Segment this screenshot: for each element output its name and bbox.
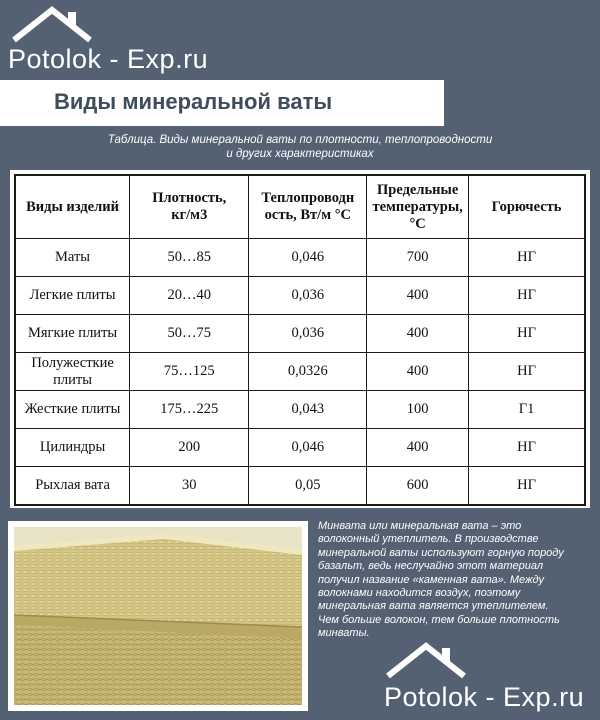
table-row <box>15 315 585 353</box>
cell-density: 200 <box>130 429 249 467</box>
cell-conductivity: 0,0326 <box>249 353 367 391</box>
header-conductivity <box>249 175 367 239</box>
table-row <box>15 429 585 467</box>
cell-temperature: 400 <box>367 277 469 315</box>
mineral-wool-photo-image <box>14 527 302 705</box>
table-row <box>15 467 585 505</box>
cell-density: 50…75 <box>130 315 249 353</box>
caption-line: Таблица. Виды минеральной ваты по плотности, теплопроводности <box>107 134 493 146</box>
cell-conductivity: 0,036 <box>249 315 367 353</box>
cell-line: Полужесткие <box>31 354 114 371</box>
cell-flammability: НГ <box>469 239 585 277</box>
table-row <box>15 353 585 391</box>
cell-conductivity: 0,036 <box>249 277 367 315</box>
cell-conductivity: 0,043 <box>249 391 367 429</box>
cell-type: Жесткие плиты <box>15 391 130 429</box>
cell-temperature: 100 <box>367 391 469 429</box>
description-line: получил название «каменная вата». Между <box>318 573 545 586</box>
cell-type: Мягкие плиты <box>15 315 130 353</box>
cell-temperature: 400 <box>367 315 469 353</box>
cell-density: 50…85 <box>130 239 249 277</box>
cell-temperature: 400 <box>367 353 469 391</box>
cell-flammability: НГ <box>469 353 585 391</box>
description-line: минеральная вата является утеплителем. <box>318 600 549 613</box>
description-line: Чем больше волокон, тем больше плотность <box>318 613 560 626</box>
table-caption <box>40 133 560 161</box>
header-line: °C <box>409 215 426 232</box>
cell-conductivity: 0,046 <box>249 429 367 467</box>
site-brand-name: Potolok - Exp.ru <box>8 44 209 74</box>
footer-brand-name: Potolok - Exp.ru <box>384 682 585 712</box>
cell-type: Цилиндры <box>15 429 130 467</box>
description-text <box>318 520 594 641</box>
header-density <box>130 175 249 239</box>
cell-line: плиты <box>53 371 92 388</box>
header-line: ость, Вт/м °C <box>264 207 351 223</box>
header-line: Теплопроводн <box>261 190 355 206</box>
title-banner <box>0 80 444 126</box>
cell-temperature: 600 <box>367 467 469 505</box>
footer-logo[interactable] <box>380 640 600 720</box>
cell-type: Маты <box>15 239 130 277</box>
table-frame <box>10 170 590 508</box>
cell-temperature: 700 <box>367 239 469 277</box>
page-title: Виды минеральной ваты <box>54 89 333 114</box>
header-line: температуры, <box>372 198 463 215</box>
house-roof-icon <box>8 4 98 44</box>
cell-density: 175…225 <box>130 391 249 429</box>
cell-flammability: НГ <box>469 467 585 505</box>
description-line: волокнами находится воздух, поэтому <box>318 587 521 600</box>
cell-flammability: Г1 <box>469 391 585 429</box>
cell-conductivity: 0,046 <box>249 239 367 277</box>
wool-types-table <box>14 174 586 506</box>
cell-density: 20…40 <box>130 277 249 315</box>
description-line: Минвата или минеральная вата – это <box>318 520 522 532</box>
mineral-wool-photo <box>8 521 308 711</box>
description-line: минеральной ваты используют горную породу <box>318 546 564 559</box>
cell-density: 75…125 <box>130 353 249 391</box>
cell-type: Легкие плиты <box>15 277 130 315</box>
cell-temperature: 400 <box>367 429 469 467</box>
cell-conductivity: 0,05 <box>249 467 367 505</box>
caption-line: и других характеристиках <box>226 148 374 160</box>
cell-density: 30 <box>130 467 249 505</box>
cell-flammability: НГ <box>469 315 585 353</box>
site-logo[interactable] <box>0 0 300 78</box>
header-line: Плотность, <box>152 190 227 206</box>
table-row <box>15 239 585 277</box>
header-flammability: Горючесть <box>469 175 585 239</box>
table-row <box>15 391 585 429</box>
header-temperature <box>367 175 469 239</box>
house-roof-icon <box>382 640 472 680</box>
cell-flammability: НГ <box>469 429 585 467</box>
cell-type: Рыхлая вата <box>15 467 130 505</box>
cell-flammability: НГ <box>469 277 585 315</box>
description-line: базальт, ведь неслучайно этот материал <box>318 560 544 573</box>
table-header-row <box>15 175 585 239</box>
description-line: волоконный утеплитель. В производстве <box>318 533 539 546</box>
header-line: Предельные <box>376 181 459 198</box>
header-type: Виды изделий <box>15 175 130 239</box>
table-row <box>15 277 585 315</box>
header-line: кг/м3 <box>171 207 208 223</box>
cell-type <box>15 353 130 391</box>
description-line: минваты. <box>318 627 370 640</box>
